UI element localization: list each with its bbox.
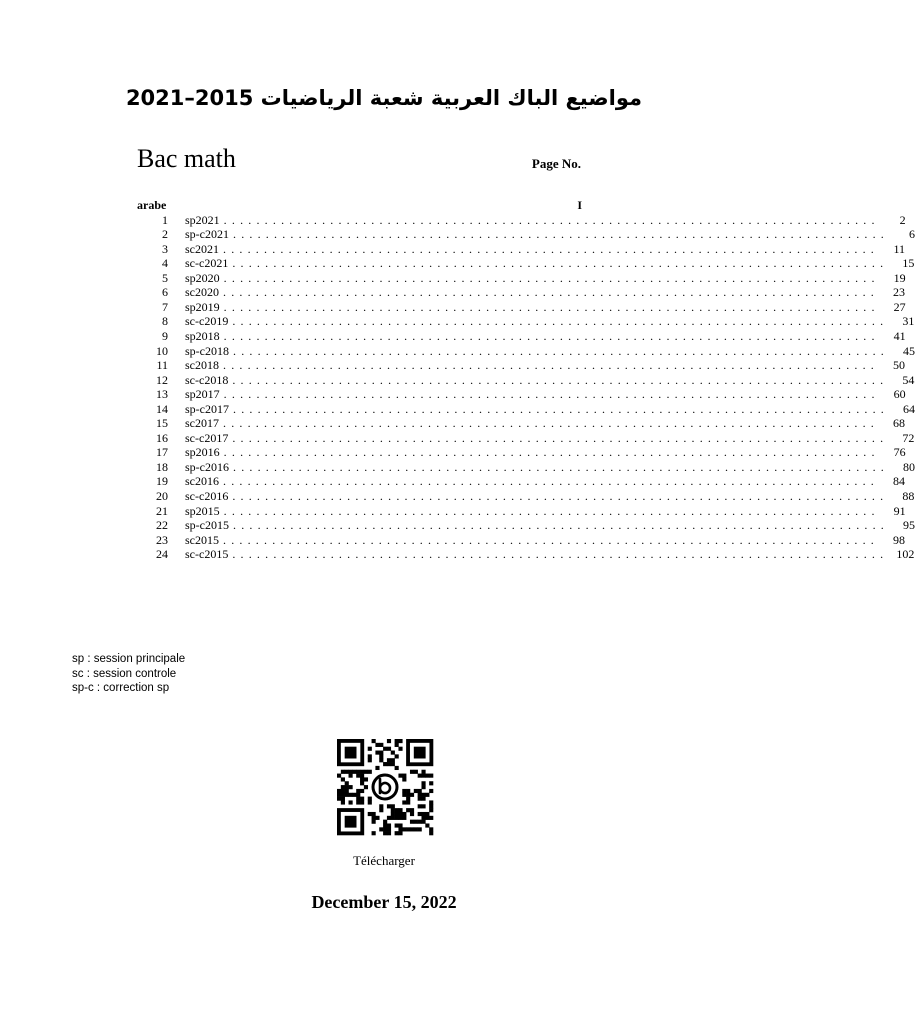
toc-entry-name: sc2017: [185, 416, 219, 431]
toc-entry-number: 5: [162, 270, 168, 285]
toc-leader-dots: ................................................................................: [223, 270, 880, 285]
toc-row[interactable]: [137, 358, 905, 373]
document-title: مواضيع الباك العربية شعبة الرياضيات 2015–2021: [125, 86, 643, 110]
toc-row[interactable]: [137, 445, 906, 460]
toc-entry-name: sc2018: [185, 358, 219, 373]
toc-entry-page: 91: [893, 503, 906, 518]
toc-leader-dots: ................................................................................: [233, 227, 889, 242]
toc-row[interactable]: [137, 459, 915, 475]
toc-entry-name: sc-c2015: [185, 547, 229, 562]
toc-row[interactable]: [137, 474, 905, 489]
toc-entry-name: sp2021: [185, 212, 220, 227]
toc-entry-name: sc-c2016: [185, 488, 229, 503]
toc-leader-dots: ................................................................................: [223, 445, 880, 460]
toc-entry-number: 4: [162, 256, 168, 271]
toc-row[interactable]: [137, 372, 915, 388]
toc-leader-dots: ................................................................................: [233, 401, 889, 416]
abbreviation-legend: [72, 652, 185, 696]
toc-row[interactable]: [137, 328, 906, 344]
toc-leader-dots: ................................................................................: [233, 518, 889, 533]
toc-entry-number: 20: [156, 488, 168, 503]
toc-entry-number: 19: [156, 474, 168, 489]
toc-leader-dots: ................................................................................: [232, 488, 889, 503]
toc-entry-number: 11: [156, 358, 168, 373]
toc-entry-number: 17: [156, 445, 168, 460]
toc-leader-dots: ................................................................................: [223, 503, 880, 518]
toc-entry-number: 13: [156, 387, 168, 402]
toc-row[interactable]: [137, 401, 915, 417]
toc-leader-dots: ................................................................................: [223, 299, 880, 314]
toc-entry-page: 2: [899, 212, 906, 227]
toc-entry-number: 23: [156, 532, 168, 547]
toc-section-label: arabe: [137, 198, 167, 212]
toc-row[interactable]: [137, 270, 906, 286]
toc-leader-dots: ................................................................................: [233, 343, 889, 358]
download-link[interactable]: Télécharger: [353, 853, 415, 868]
toc-entry-page: 19: [893, 270, 906, 285]
toc-entry-page: 64: [903, 401, 915, 416]
toc-row[interactable]: [137, 343, 915, 359]
toc-entry-name: sc2020: [185, 285, 219, 300]
toc-entry-number: 24: [156, 547, 168, 562]
toc-row[interactable]: [137, 227, 915, 242]
toc-entry-name: sc2021: [185, 241, 219, 256]
toc-entry-page: 80: [903, 459, 915, 474]
toc-entry-number: 8: [162, 314, 168, 329]
toc-row[interactable]: [137, 430, 915, 446]
toc-row[interactable]: [137, 212, 906, 228]
toc-leader-dots: ................................................................................: [232, 372, 889, 387]
toc-entry-page: 102: [896, 547, 915, 562]
toc-leader-dots: ................................................................................: [223, 416, 879, 431]
toc-leader-dots: ................................................................................: [232, 314, 889, 329]
toc-entry-page: 84: [893, 474, 905, 489]
toc-entry-page: 88: [902, 488, 915, 503]
toc-entry-page: 72: [902, 430, 915, 445]
toc-row[interactable]: [137, 256, 915, 271]
toc-entry-number: 1: [162, 212, 168, 227]
toc-entry-name: sc2015: [185, 532, 219, 547]
toc-entry-page: 98: [893, 532, 905, 547]
toc-section-row[interactable]: [137, 198, 582, 213]
toc-entries: [137, 212, 915, 562]
toc-section-page: I: [577, 198, 582, 212]
toc-entry-number: 18: [156, 459, 168, 474]
toc-entry-page: 76: [893, 445, 906, 460]
toc-leader-dots: ................................................................................: [232, 547, 889, 562]
toc-entry-number: 10: [156, 343, 168, 358]
toc-entry-number: 15: [156, 416, 168, 431]
toc-row[interactable]: [137, 314, 915, 329]
toc-row[interactable]: [137, 503, 906, 519]
toc-entry-name: sp2019: [185, 299, 220, 314]
toc-leader-dots: ................................................................................: [223, 387, 880, 402]
toc-entry-name: sp2016: [185, 445, 220, 460]
toc-leader-dots: ................................................................................: [223, 328, 880, 343]
toc-entry-name: sc-c2019: [185, 314, 229, 329]
toc-leader-dots: ................................................................................: [232, 430, 889, 445]
legend-item: sp : session principale: [72, 653, 186, 665]
toc-leader-dots: ................................................................................: [223, 474, 879, 489]
toc-row[interactable]: [137, 547, 915, 562]
toc-row[interactable]: [137, 387, 906, 402]
toc-entry-name: sp2018: [185, 328, 220, 343]
toc-row[interactable]: [137, 488, 915, 504]
toc-leader-dots: ................................................................................: [232, 256, 889, 271]
toc-entry-page: 45: [903, 343, 915, 358]
legend-item: sc : session controle: [72, 667, 177, 680]
toc-entry-name: sp2017: [185, 387, 220, 402]
toc-entry-number: 22: [156, 518, 168, 533]
toc-leader-dots: ................................................................................: [223, 358, 879, 373]
toc-entry-page: 95: [903, 518, 915, 533]
toc-entry-name: sp2020: [185, 270, 220, 285]
toc-leader-dots: ................................................................................: [223, 532, 879, 547]
toc-heading: Bac math: [137, 144, 236, 173]
toc-entry-name: sp-c2021: [185, 227, 229, 242]
toc-leader-dots: ................................................................................: [223, 212, 880, 227]
page-number-header: Page No.: [531, 156, 581, 171]
toc-entry-number: 6: [162, 285, 168, 300]
toc-entry-page: 6: [909, 227, 915, 242]
toc-entry-number: 16: [156, 430, 168, 445]
legend-item: sp-c : correction sp: [72, 682, 170, 694]
toc-entry-number: 7: [162, 299, 168, 314]
qr-code-graphic: [335, 739, 435, 835]
toc-entry-page: 23: [893, 285, 905, 300]
toc-entry-name: sp-c2015: [185, 518, 229, 533]
toc-entry-name: sc-c2017: [185, 430, 229, 445]
toc-row[interactable]: [137, 285, 905, 300]
toc-entry-page: 60: [893, 387, 906, 402]
toc-entry-name: sp-c2016: [185, 459, 229, 474]
toc-entry-number: 12: [156, 372, 168, 387]
toc-row[interactable]: [137, 299, 906, 315]
qr-code-icon[interactable]: [335, 739, 435, 835]
toc-entry-name: sc-c2021: [185, 256, 229, 271]
toc-entry-page: 54: [902, 372, 915, 387]
toc-row[interactable]: [137, 518, 915, 533]
toc-row[interactable]: [137, 241, 905, 257]
toc-entry-name: sp2015: [185, 503, 220, 518]
toc-entry-page: 15: [902, 256, 915, 271]
toc-entry-page: 31: [902, 314, 915, 329]
toc-leader-dots: ................................................................................: [233, 459, 889, 474]
toc-row[interactable]: [137, 532, 905, 548]
toc-entry-name: sp-c2018: [185, 343, 229, 358]
toc-entry-page: 27: [893, 299, 906, 314]
toc-entry-name: sc2016: [185, 474, 219, 489]
toc-entry-number: 2: [162, 227, 168, 242]
toc-entry-page: 11: [893, 241, 905, 256]
document-date: December 15, 2022: [311, 892, 457, 912]
table-of-contents: [137, 198, 915, 562]
toc-entry-page: 41: [893, 328, 906, 343]
toc-entry-number: 21: [156, 503, 168, 518]
toc-entry-number: 14: [156, 401, 168, 416]
toc-row[interactable]: [137, 416, 905, 431]
toc-leader-dots: ................................................................................: [223, 241, 879, 256]
toc-entry-number: 3: [162, 241, 168, 256]
toc-entry-number: 9: [162, 328, 168, 343]
toc-entry-page: 68: [893, 416, 905, 431]
toc-entry-name: sp-c2017: [185, 401, 229, 416]
toc-leader-dots: ................................................................................: [223, 285, 879, 300]
toc-entry-name: sc-c2018: [185, 372, 229, 387]
toc-entry-page: 50: [893, 358, 905, 373]
